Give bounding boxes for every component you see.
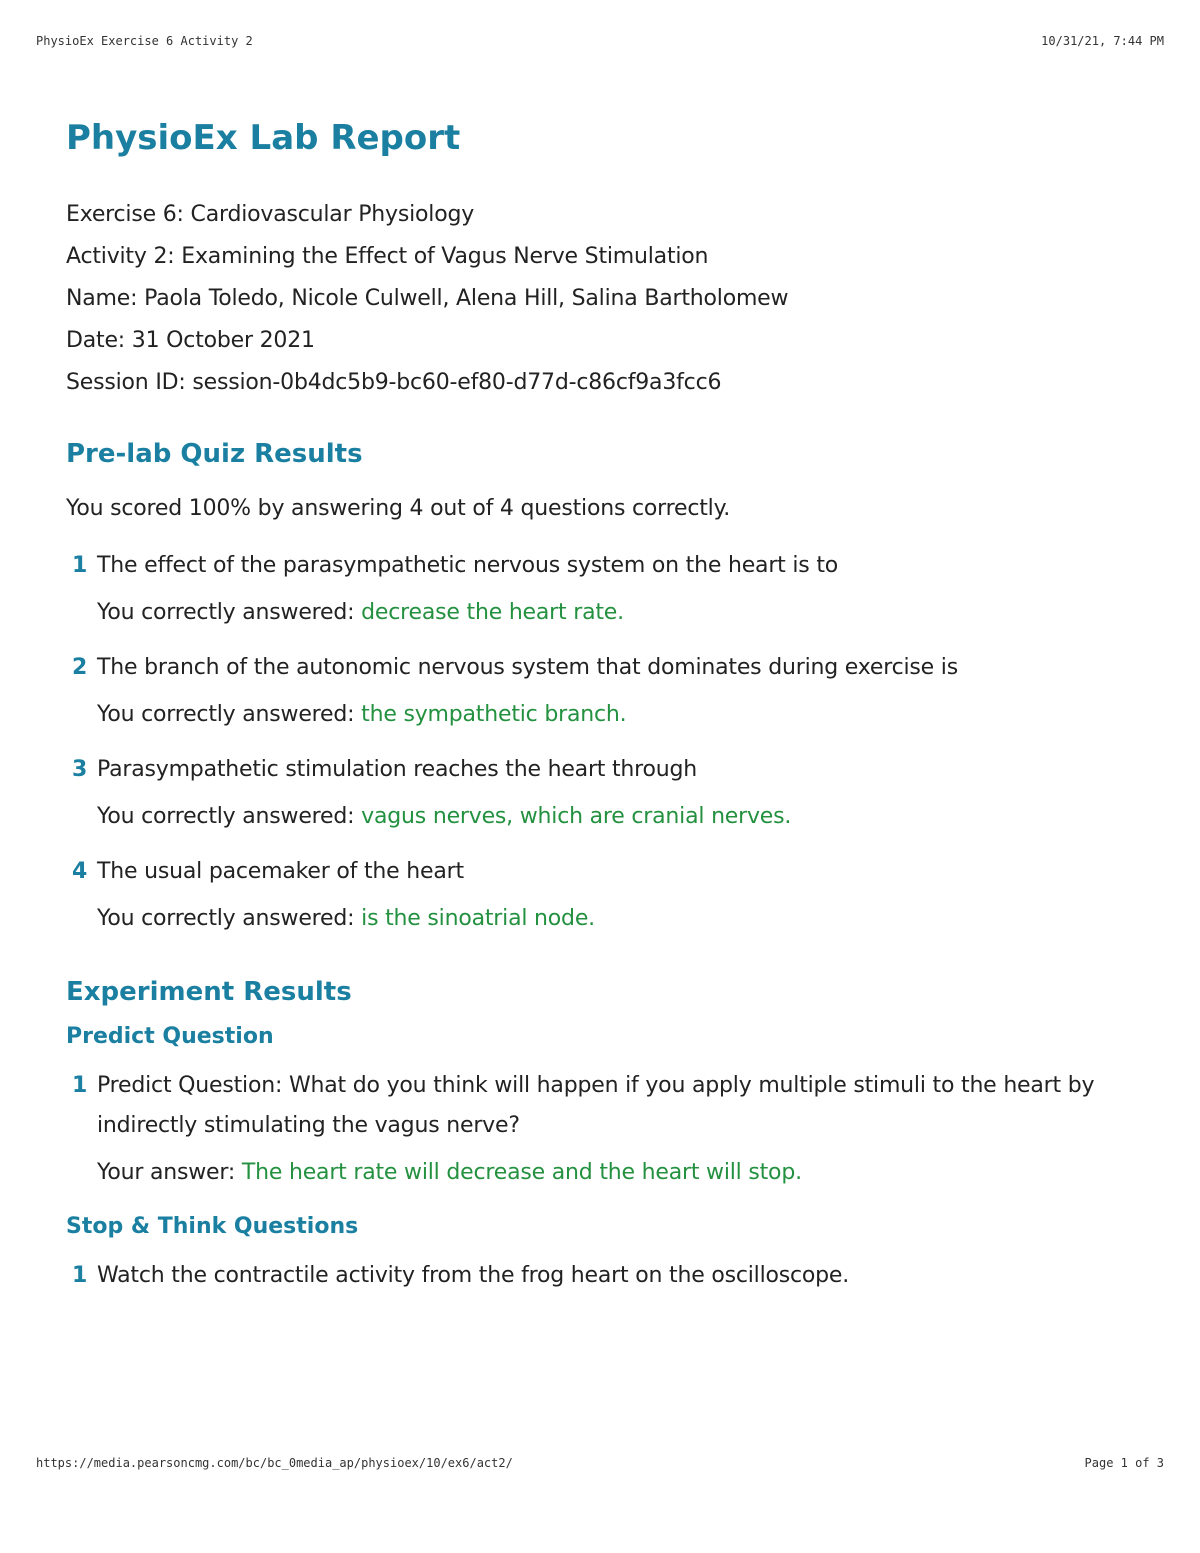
session-line: Session ID: session-0b4dc5b9-bc60-ef80-d77d-c86cf9a3fcc6 (66, 370, 722, 395)
answer-value: The heart rate will decrease and the heart will stop. (241, 1160, 802, 1185)
experiment-heading: Experiment Results (66, 977, 352, 1007)
question-number: 1 (72, 1263, 88, 1288)
answer-value: is the sinoatrial node. (361, 906, 595, 931)
print-header-datetime: 10/31/21, 7:44 PM (1041, 34, 1164, 48)
question-text: The usual pacemaker of the heart (97, 859, 464, 884)
activity-line: Activity 2: Examining the Effect of Vagus Nerve Stimulation (66, 244, 709, 269)
quiz-question (66, 852, 1146, 934)
question-number: 1 (72, 1073, 88, 1098)
question-number: 4 (72, 859, 88, 884)
quiz-question (66, 546, 1146, 628)
question-answer (97, 904, 1146, 934)
print-header-title: PhysioEx Exercise 6 Activity 2 (36, 34, 253, 48)
quiz-question (66, 750, 1146, 832)
name-line: Name: Paola Toledo, Nicole Culwell, Alena Hill, Salina Bartholomew (66, 286, 789, 311)
question-text: Watch the contractile activity from the frog heart on the oscilloscope. (97, 1263, 850, 1288)
answer-value: decrease the heart rate. (361, 600, 624, 625)
quiz-question (66, 648, 1146, 730)
question-number: 3 (72, 757, 88, 782)
question-number: 1 (72, 553, 88, 578)
question-text: Parasympathetic stimulation reaches the heart through (97, 757, 698, 782)
question-text: Predict Question: What do you think will happen if you apply multiple stimuli to the heart by indirectly stimulating the vagus nerve? (97, 1073, 1095, 1138)
report-meta (66, 194, 1146, 404)
stop-think-question (66, 1256, 1146, 1296)
question-number: 2 (72, 655, 88, 680)
answer-prefix: You correctly answered: (97, 804, 362, 829)
question-answer (97, 598, 1146, 628)
stop-think-heading: Stop & Think Questions (66, 1214, 359, 1239)
answer-prefix: Your answer: (97, 1160, 242, 1185)
report-content (66, 112, 1146, 1296)
page-url: https://media.pearsoncmg.com/bc/bc_0media_ap/physioex/10/ex6/act2/ (36, 1456, 513, 1470)
print-header (36, 34, 1164, 52)
question-text: The branch of the autonomic nervous system that dominates during exercise is (97, 655, 958, 680)
answer-prefix: You correctly answered: (97, 600, 362, 625)
predict-heading: Predict Question (66, 1024, 274, 1049)
prelab-heading: Pre-lab Quiz Results (66, 439, 363, 469)
page-number: Page 1 of 3 (1084, 1456, 1164, 1470)
question-answer (97, 1158, 1146, 1188)
answer-value: vagus nerves, which are cranial nerves. (361, 804, 792, 829)
question-answer (97, 802, 1146, 832)
print-footer (36, 1456, 1164, 1474)
answer-prefix: You correctly answered: (97, 702, 362, 727)
predict-question (66, 1066, 1146, 1188)
question-text: The effect of the parasympathetic nervous system on the heart is to (97, 553, 839, 578)
answer-prefix: You correctly answered: (97, 906, 362, 931)
prelab-score: You scored 100% by answering 4 out of 4 questions correctly. (66, 496, 731, 521)
report-title: PhysioEx Lab Report (66, 118, 461, 158)
date-line: Date: 31 October 2021 (66, 328, 315, 353)
exercise-line: Exercise 6: Cardiovascular Physiology (66, 202, 475, 227)
answer-value: the sympathetic branch. (361, 702, 627, 727)
question-answer (97, 700, 1146, 730)
